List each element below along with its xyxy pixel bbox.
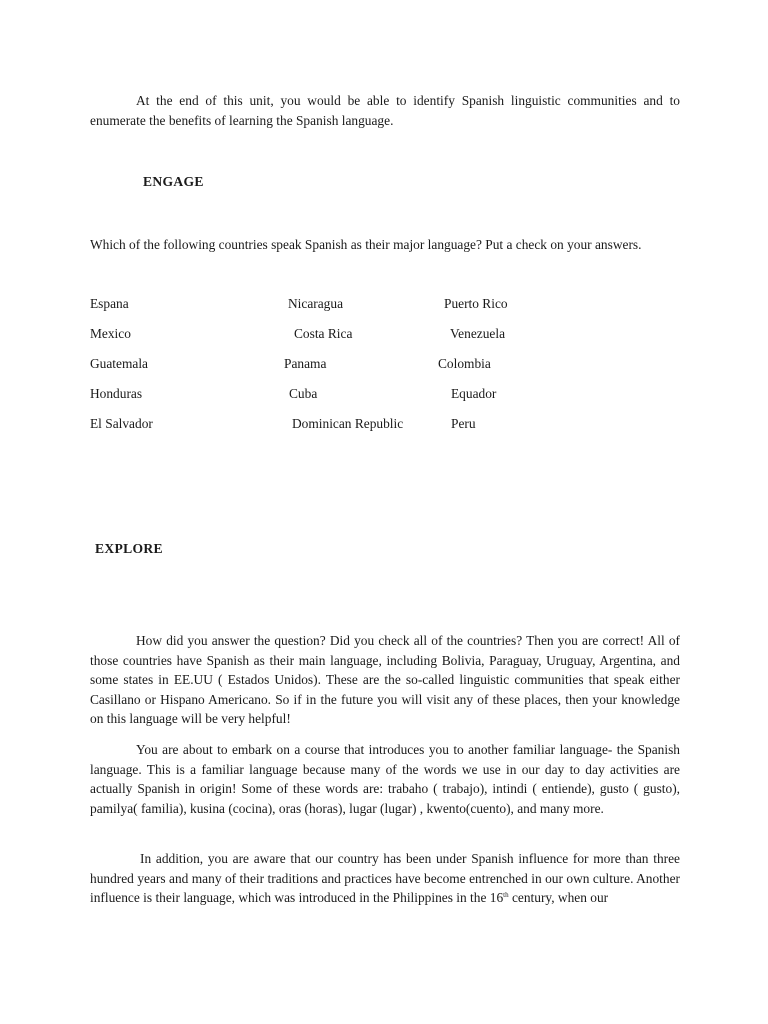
explore-paragraph: You are about to embark on a course that introduces you to another familiar language- the Spanish language. This is a familiar language because many of the words we use in our day to day activities are actually Spanish in origin! Some of these words are: trabaho ( trabajo), intindi ( entiende), gusto ( gusto), pamilya( familia), kusina (cocina), oras (horas), lugar (lugar) , kwento(cuento), and many more.	[90, 742, 680, 816]
engage-question: Which of the following countries speak Spanish as their major language? Put a check on your answers.	[90, 237, 642, 252]
country-item: Guatemala	[90, 356, 148, 371]
country-item: Peru	[451, 416, 476, 431]
country-item: Puerto Rico	[444, 296, 508, 311]
country-item: Honduras	[90, 386, 143, 401]
explore-paragraph: How did you answer the question? Did you check all of the countries? Then you are correct! All of those countries have Spanish as their main language, including Bolivia, Paraguay, Uruguay, Argentina, and some states in EE.UU ( Estados Unidos). These are the so-called linguistic communities that speak either Casillano or Hispano Americano. So if in the future you will visit any of these places, then your knowledge on this language will be very helpful!	[90, 633, 680, 726]
country-item: El Salvador	[90, 416, 153, 431]
country-item: Equador	[451, 386, 497, 401]
country-item: Colombia	[438, 356, 491, 371]
ordinal-suffix: th	[503, 891, 509, 899]
country-item: Nicaragua	[288, 296, 344, 311]
paragraph-text: In addition, you are aware that our country has been under Spanish influence for more than three hundred years and many of their traditions and practices have become entrenched in our own culture. Another influence is their language, which was introduced in the Philippines in the 16	[90, 851, 680, 905]
country-item: Mexico	[90, 326, 131, 341]
engage-heading: ENGAGE	[143, 174, 204, 189]
country-item: Espana	[90, 296, 129, 311]
country-item: Panama	[284, 356, 327, 371]
explore-heading: EXPLORE	[95, 541, 163, 556]
country-item: Cuba	[289, 386, 318, 401]
country-item: Venezuela	[450, 326, 506, 341]
paragraph-text: century, when our	[508, 890, 609, 905]
intro-paragraph: At the end of this unit, you would be able to identify Spanish linguistic communities and to enumerate the benefits of learning the Spanish language.	[90, 93, 680, 128]
explore-paragraph	[90, 849, 680, 908]
country-item: Dominican Republic	[292, 416, 404, 431]
country-item: Costa Rica	[294, 326, 353, 341]
